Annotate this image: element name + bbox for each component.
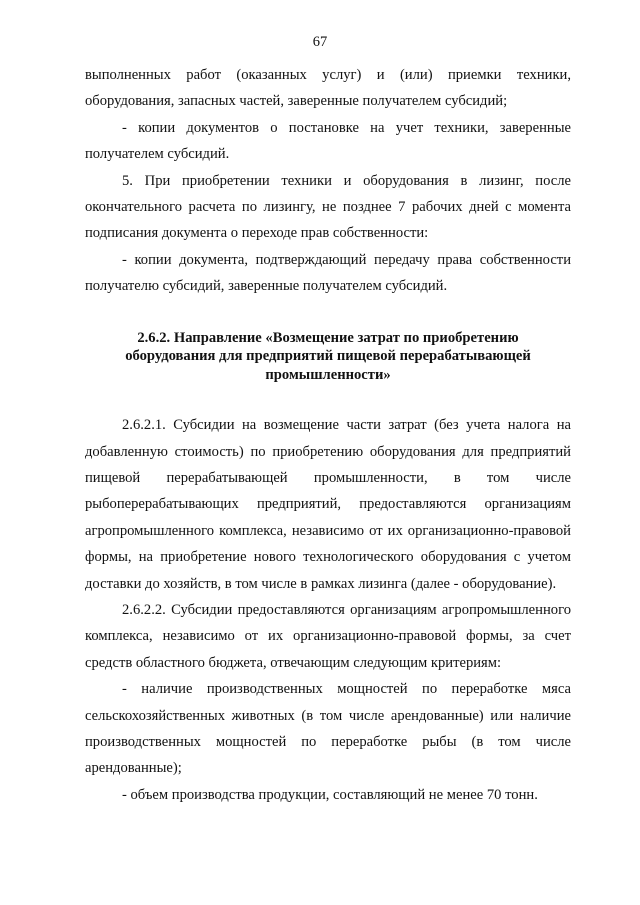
section-heading-line: 2.6.2. Направление «Возмещение затрат по приобретению [137,329,519,346]
section-heading-line: промышленности» [265,366,391,383]
paragraph: выполненных работ (оказанных услуг) и (или) приемки техники, оборудования, запасных частей, заверенные получателем субсидий; [85,67,571,110]
document-body [85,62,571,808]
paragraph: - объем производства продукции, составляющий не менее 70 тонн. [122,786,538,803]
paragraph: 2.6.2.2. Субсидии предоставляются организациям агропромышленного комплекса, независимо от их организационно-правовой формы, за счет средств областного бюджета, отвечающим следующим критериям: [85,602,571,671]
section-heading-line: оборудования для предприятий пищевой перерабатывающей [125,348,531,365]
section-heading [85,329,571,385]
paragraph: 5. При приобретении техники и оборудования в лизинг, после окончательного расчета по лизингу, не позднее 7 рабочих дней с момента подписания документа о переходе прав собственности: [85,172,571,242]
paragraph: 2.6.2.1. Субсидии на возмещение части затрат (без учета налога на добавленную стоимость) по приобретению оборудования для предприятий пищевой перерабатывающей промышленности, в том числе рыбоперерабатывающих предприятий, предоставляются организациям агропромышленного комплекса, независимо от их организационно-правовой формы, на приобретение нового технологического оборудования с учетом доставки до хозяйств, в том числе в рамках лизинга (далее - оборудование). [85,417,571,592]
page-number: 67 [312,34,328,50]
paragraph: - наличие производственных мощностей по переработке мяса сельскохозяйственных животных (в том числе арендованные) или наличие производственных мощностей по переработке рыбы (в том числе арендованные); [85,681,571,777]
paragraph: - копии документов о постановке на учет техники, заверенные получателем субсидий. [85,119,571,163]
paragraph: - копии документа, подтверждающий передачу права собственности получателю субсидий, заверенные получателем субсидий. [85,251,571,295]
